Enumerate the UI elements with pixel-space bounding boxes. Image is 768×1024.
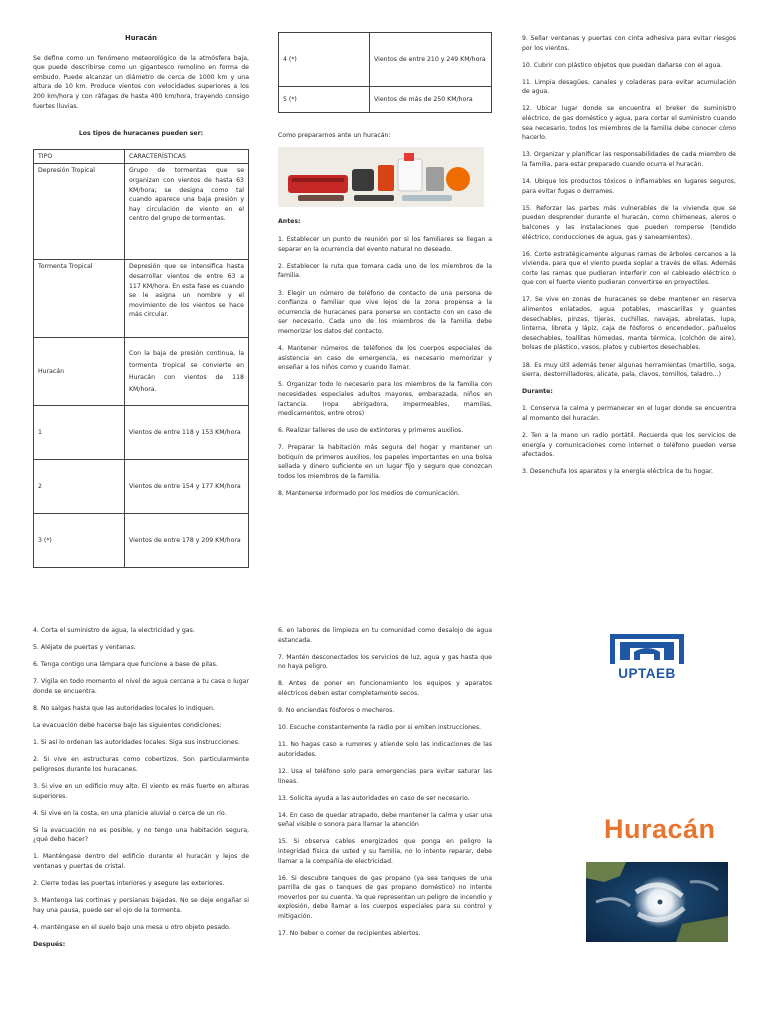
- list-item: 7. Mantén desconectados los servicios de luz, agua y gas hasta que no haya peligro.: [278, 653, 492, 671]
- hurricane-categories-table: [278, 32, 492, 113]
- table-row: [34, 260, 249, 338]
- durante-label: Durante:: [522, 388, 553, 396]
- hurricane-types-table: [33, 149, 249, 569]
- table-cell-type: 3 (*): [34, 514, 125, 568]
- list-item: 16. Si descubre tanques de gas propano (ya sea tanques de una parrilla de gas o tanques de gas propano doméstico) no intente moverlos por su cuenta. Ya que representan un peligro de incendio y explosión, debe llamar a los cuerpos especiales para su control y mitigación.: [278, 874, 492, 921]
- list-item: 10. Escuche constantemente la radio por si emiten instrucciones.: [278, 724, 482, 732]
- list-item: 4. Corta el suministro de agua, la electricidad y gas.: [33, 627, 195, 634]
- despues-label: Después:: [33, 940, 66, 948]
- list-item: 14. En caso de quedar atrapado, debe mantener la calma y usar una señal visible o sonora para llamar la atención: [278, 811, 492, 829]
- list-item: 6. Realizar talleres de uso de extintores y primeros auxilios.: [278, 427, 464, 435]
- list-item: 11. Limpia desagües, canales y coladeras para evitar acumulación de agua.: [522, 78, 736, 96]
- table-cell-type: Depresión Tropical: [34, 164, 125, 260]
- list-item: 10. Cubrir con plástico objetos que puedan dañarse con el agua.: [522, 61, 723, 69]
- table-cell-type: 2: [34, 460, 125, 514]
- list-item: 1. Manténgase dentro del edificio durante el huracán y lejos de ventanas y puertas de cristal.: [33, 853, 249, 870]
- column-before-continued: [522, 34, 736, 484]
- list-item: 17. No beber o comer de recipientes abiertos.: [278, 930, 421, 938]
- list-item: 16. Corte estratégicamente algunas ramas de árboles cercanos a la vivienda, para que el viento pueda soplar a través de ellas. Además corte las ramas que pudieran interferir con el cableado eléctrico o que con el fuerte viento pudieran convertirse en proyectiles.: [522, 250, 736, 287]
- list-item: 7. Vigila en todo momento el nivel de agua cercana a tu casa o lugar donde se encuentra.: [33, 678, 249, 695]
- table-cell-type: 5 (*): [279, 87, 370, 113]
- evacuation-heading: La evacuación debe hacerse bajo las siguientes condiciones:: [33, 722, 222, 730]
- list-item: 8. No salgas hasta que las autoridades locales lo indiquen.: [33, 704, 215, 712]
- hurricane-satellite-icon: [586, 862, 728, 942]
- list-item: 17. Se vive en zonas de huracanes se debe mantener en reserva alimentos enlatados, agua potables, mascarillas y guantes desechables, pinzas, tijeras, cuchillas, navajas, abrelatas, lupa, linterna, libreta y lápiz, caja de fósforos o encendedor, pañuelos desechables, toallitas húmedas, manta térmica, (colchón de aire), bolsas de plástico, vasos, platos y cubiertos desechables.: [522, 296, 736, 352]
- list-item: 9. No enciendas fósforos o mecheros.: [278, 707, 395, 715]
- no-evacuation-question: Si la evacuación no es posible, y no tengo una habitación segura, ¿qué debo hacer?: [33, 826, 249, 844]
- uptaeb-logo: [604, 632, 690, 684]
- table-cell-description: Depresión que se intensifica hasta desarrollar vientos de entre 63 a 117 KM/hora. En esta fase es cuando se le asigna un nombre y el movimiento de los vientos se hace más circular.: [125, 260, 249, 338]
- table-header-row: [34, 149, 249, 164]
- table-cell-description: Vientos de entre 210 y 249 KM/hora: [370, 33, 492, 87]
- column-preparation: [278, 32, 492, 506]
- list-item: 6. Tenga contigo una lámpara que funcione a base de pilas.: [33, 661, 218, 669]
- table-header-cell: TIPO: [34, 149, 125, 164]
- table-row: [34, 406, 249, 460]
- list-item: 7. Preparar la habitación más segura del hogar y mantener un botiquín de primeros auxilios, los papeles importantes en una bolsa sellada y dinero suficiente en un lugar fijo y seguro que conozcan todos los miembros de la familia.: [278, 444, 492, 481]
- list-item: 3. Desenchufa los aparatos y la energía eléctrica de tu hogar.: [522, 468, 713, 476]
- list-item: 1. Conserva la calma y permanecer en el lugar donde se encuentra al momento del huracán.: [522, 405, 736, 422]
- table-cell-description: Vientos de entre 154 y 177 KM/hora: [125, 460, 249, 514]
- cover-title: Huracán: [604, 814, 716, 844]
- table-cell-type: 4 (*): [279, 33, 370, 87]
- table-row: [279, 87, 492, 113]
- list-item: 4. Si vive en la costa, en una planicie aluvial o cerca de un río.: [33, 809, 227, 817]
- list-item: 12. Ubicar lugar donde se encuentra el breker de suministro eléctrico, de gas doméstico y agua, para cortar el suministro cuando sea necesario, todos los miembros de la familia debe conocer cómo hacerlo.: [522, 105, 736, 142]
- column-intro: [33, 34, 249, 568]
- table-cell-description: Vientos de entre 118 y 153 KM/hora: [125, 406, 249, 460]
- list-item: 3. Mantenga las cortinas y persianas bajadas. No se deje engañar si hay una pausa, puede ser el ojo de la tormenta.: [33, 897, 249, 914]
- list-item: 4. Mantener números de teléfonos de los cuerpos especiales de asistencia en caso de emergencia, es necesario memorizar y enseñar a los niños como y cuando llamar.: [278, 345, 492, 372]
- types-heading: Los tipos de huracanes pueden ser:: [78, 130, 204, 138]
- logo-wordmark: UPTAEB: [618, 666, 676, 681]
- table-row: [34, 460, 249, 514]
- intro-paragraph: Se define como un fenómeno meteorológico de la atmósfera baja, que puede describirse como un gigantesco remolino en forma de embudo. Puede alcanzar un diámetro de cerca de 1000 km y una altura de 10 km. Produce vientos con velocidades superiores a los 200 km/hora y con ráfagas de hasta 400 km/hora, trayendo consigo fuertes lluvias.: [33, 54, 249, 110]
- list-item: 13. Organizar y planificar las responsabilidades de cada miembro de la familia, para estar preparado cuando ocurra el huracán.: [522, 151, 736, 168]
- list-item: 9. Sellar ventanas y puertas con cinta adhesiva para evitar riesgos por los vientos.: [522, 35, 736, 52]
- list-item: 3. Elegir un número de teléfono de contacto de una persona de confianza o familiar que vive lejos de la zona propensa a la ocurrencia de huracanes para ponerse en contacto con en caso de ser necesario. Cada uno de los miembros de la familia debe memorizar los datos del contacto.: [278, 289, 492, 335]
- hurricane-satellite-image: [586, 862, 728, 942]
- table-cell-type: Tormenta Tropical: [34, 260, 125, 338]
- list-item: 2. Ten a la mano un radio portátil. Recuerda que los servicios de energía y comunicaciones como internet o teléfono pueden verse afectados.: [522, 432, 736, 459]
- table-row: [34, 338, 249, 406]
- list-item: 18. Es muy útil además tener algunas herramientas (martillo, soga, sierra, destornilladores, alicate, pala, clavos, tornillos, taladro...): [522, 361, 736, 379]
- table-row: [279, 33, 492, 87]
- antes-label: Antes:: [278, 217, 301, 225]
- list-item: 8. Antes de poner en funcionamiento los equipos y aparatos eléctricos deben estar completamente secos.: [278, 680, 492, 697]
- list-item: 5. Aléjate de puertas y ventanas.: [33, 644, 136, 652]
- list-item: 5. Organizar todo lo necesario para los miembros de la familia con necesidades especiales adultos mayores, embarazada, niños en lactancia. (ropa abrigadora, impermeables, mamilas, medicamentos, entre otros): [278, 381, 492, 418]
- table-row: [34, 164, 249, 260]
- table-cell-description: Con la baja de presión continua, la tormenta tropical se convierte en Huracán con vientos de 118 KM/hora.: [125, 338, 249, 406]
- list-item: 4. manténgase en el suelo bajo una mesa u otro objeto pesado.: [33, 923, 231, 931]
- list-item: 2. Si vive en estructuras como cobertizos. Son particularmente peligrosos durante los huracanes.: [33, 756, 249, 773]
- list-item: 13. Solicita ayuda a las autoridades en caso de ser necesario.: [278, 794, 470, 802]
- list-item: 14. Ubique los productos tóxicos o inflamables en lugares seguros, para evitar fugas o derrames.: [522, 178, 736, 195]
- table-cell-description: Vientos de entre 178 y 209 KM/hora: [125, 514, 249, 568]
- list-item: 1. Establecer un punto de reunión por si los familiares se llegan a separar en la ocurrencia del evento natural no deseado.: [278, 236, 492, 253]
- emergency-tools-photo: [278, 147, 484, 207]
- list-item: 3. Si vive en un edificio muy alto. El viento es más fuerte en alturas superiores.: [33, 782, 249, 800]
- table-cell-type: Huracán: [34, 338, 125, 406]
- list-item: 8. Mantenerse informado por los medios de comunicación.: [278, 490, 460, 498]
- table-header-cell: CARACTERÍSTICAS: [125, 149, 249, 164]
- brochure-heading: Huracán: [125, 34, 157, 42]
- prepare-heading: Como prepararnos ante un huracán:: [278, 132, 391, 139]
- list-item: 2. Establecer la ruta que tomara cada uno de los miembros de la familia.: [278, 262, 492, 280]
- column-during-continued: [33, 626, 249, 957]
- list-item: 6. en labores de limpieza en tu comunidad como desalojo de agua estancada.: [278, 627, 492, 644]
- list-item: 15. Reforzar las partes más vulnerables de la vivienda que se pueden desprender durante el huracán, como chimeneas, aleros o balcones y las instalaciones que pueden romperse (tendido eléctrico, conducciones de agua, gas y saneamientos).: [522, 204, 736, 241]
- table-cell-type: 1: [34, 406, 125, 460]
- column-after: [278, 626, 492, 946]
- list-item: 15. Si observa cables energizados que ponga en peligro la integridad física de usted y su familia, no lo intente reparar, debe llamar a la compañía de electricidad.: [278, 838, 492, 865]
- list-item: 12. Usa el teléfono solo para emergencias para evitar saturar las líneas.: [278, 767, 492, 785]
- table-row: [34, 514, 249, 568]
- list-item: 2. Cierre todas las puertas interiores y asegure las exteriores.: [33, 880, 225, 888]
- table-cell-description: Grupo de tormentas que se organizan con vientos de hasta 63 KM/hora; se designa como tal cuando aparece una baja presión y hay circulación de viento en el centro del grupo de tormentas.: [125, 164, 249, 260]
- list-item: 11. No hagas caso a rumores y atiende solo las indicaciones de las autoridades.: [278, 741, 492, 758]
- tools-illustration: [278, 147, 484, 207]
- list-item: 1. Si así lo ordenan las autoridades locales. Siga sus instrucciones.: [33, 739, 240, 747]
- table-cell-description: Vientos de más de 250 KM/hora: [370, 87, 492, 113]
